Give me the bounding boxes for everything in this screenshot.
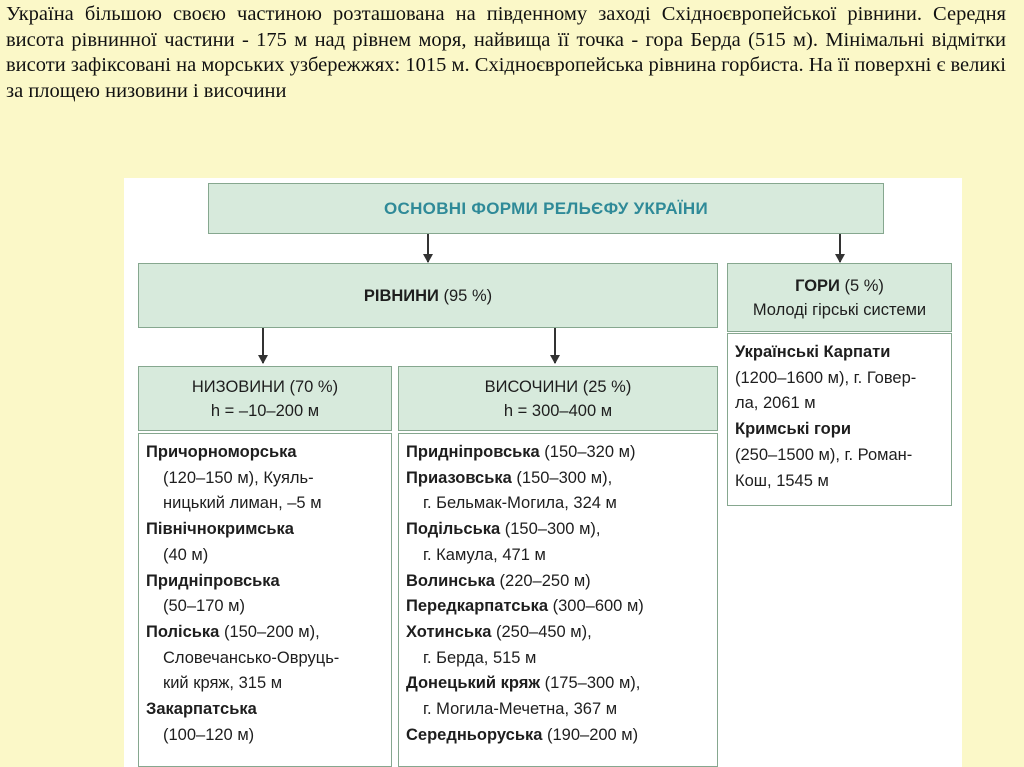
list-item: Волинська (220–250 м) [406,571,591,590]
list-item: Словечансько-Овруць- [163,648,340,667]
list-item: Донецький кряж (175–300 м), [406,674,641,693]
plains-name: РІВНИНИ [363,286,439,305]
uplands-items [399,434,717,748]
diagram-title: ОСНОВНІ ФОРМИ РЕЛЬЄФУ УКРАЇНИ [384,198,708,218]
lowlands-header: НИЗОВИНИ (70 %) [191,377,339,396]
list-item: ла, 2061 м [735,394,816,413]
list-item: г. Берда, 515 м [423,648,537,667]
plains-share: (95 %) [443,286,493,305]
list-item: (250–1500 м), г. Роман- [735,445,913,464]
list-item: Причорноморська [146,443,297,461]
list-item: Середньоруська (190–200 м) [406,725,639,744]
list-item: Українські Карпати [735,343,891,361]
list-item: Подільська (150–300 м), [406,520,601,539]
list-item: г. Бельмак-Могила, 324 м [423,494,617,513]
list-item: (120–150 м), Куяль- [163,468,314,487]
list-item: Придніпровська [146,571,280,590]
arrow-title-to-mountains [839,234,841,262]
list-item: Придніпровська (150–320 м) [406,443,636,461]
uplands-header-box [398,366,718,431]
list-item: Приазовська (150–300 м), [406,468,613,487]
mountains-share: (5 %) [844,276,884,295]
lowlands-height: h = –10–200 м [210,401,320,420]
list-item: Передкарпатська (300–600 м) [406,597,644,616]
arrow-plains-to-lowlands [262,328,264,363]
mountains-name: ГОРИ [795,276,840,295]
list-item: кий кряж, 315 м [163,674,283,693]
list-item: Кош, 1545 м [735,471,829,490]
mountains-items [728,334,951,494]
mountains-box [727,263,952,332]
list-item: Закарпатська [146,700,257,719]
list-item: Поліська (150–200 м), [146,622,320,641]
plains-box [138,263,718,328]
list-item: (50–170 м) [163,597,245,616]
list-item: Північнокримська [146,520,294,539]
arrow-plains-to-uplands [554,328,556,363]
list-item: Кримські гори [735,420,851,439]
lowlands-list [138,433,392,767]
mountains-subtitle: Молоді гірські системи [752,300,927,319]
list-item: г. Могила-Мечетна, 367 м [423,700,618,719]
uplands-header: ВИСОЧИНИ (25 %) [484,377,632,396]
intro-text: Україна більшою своєю частиною розташована на південному заході Східноєвропейської рівнини. Середня висота рівнинної частини - 175 м над рівнем моря, найвища її точка - гора Берда (515 м). Мінімальні відмітки висоти зафіксовані на морських узбережжях: 1015 м. Східноєвропейська рівнина горбиста. На її поверхні є великі за площею низовини і височини [6,3,1006,102]
list-item: (100–120 м) [163,725,255,744]
diagram-title-box [208,183,884,234]
lowlands-items [139,434,391,748]
list-item: (1200–1600 м), г. Говер- [735,368,917,387]
list-item: (40 м) [163,545,209,564]
list-item: ницький лиман, –5 м [163,494,322,513]
uplands-height: h = 300–400 м [503,401,613,420]
arrow-title-to-plains [427,234,429,262]
relief-diagram [124,178,962,767]
mountains-list [727,333,952,506]
lowlands-header-box [138,366,392,431]
uplands-list [398,433,718,767]
list-item: Хотинська (250–450 м), [406,622,592,641]
list-item: г. Камула, 471 м [423,545,546,564]
